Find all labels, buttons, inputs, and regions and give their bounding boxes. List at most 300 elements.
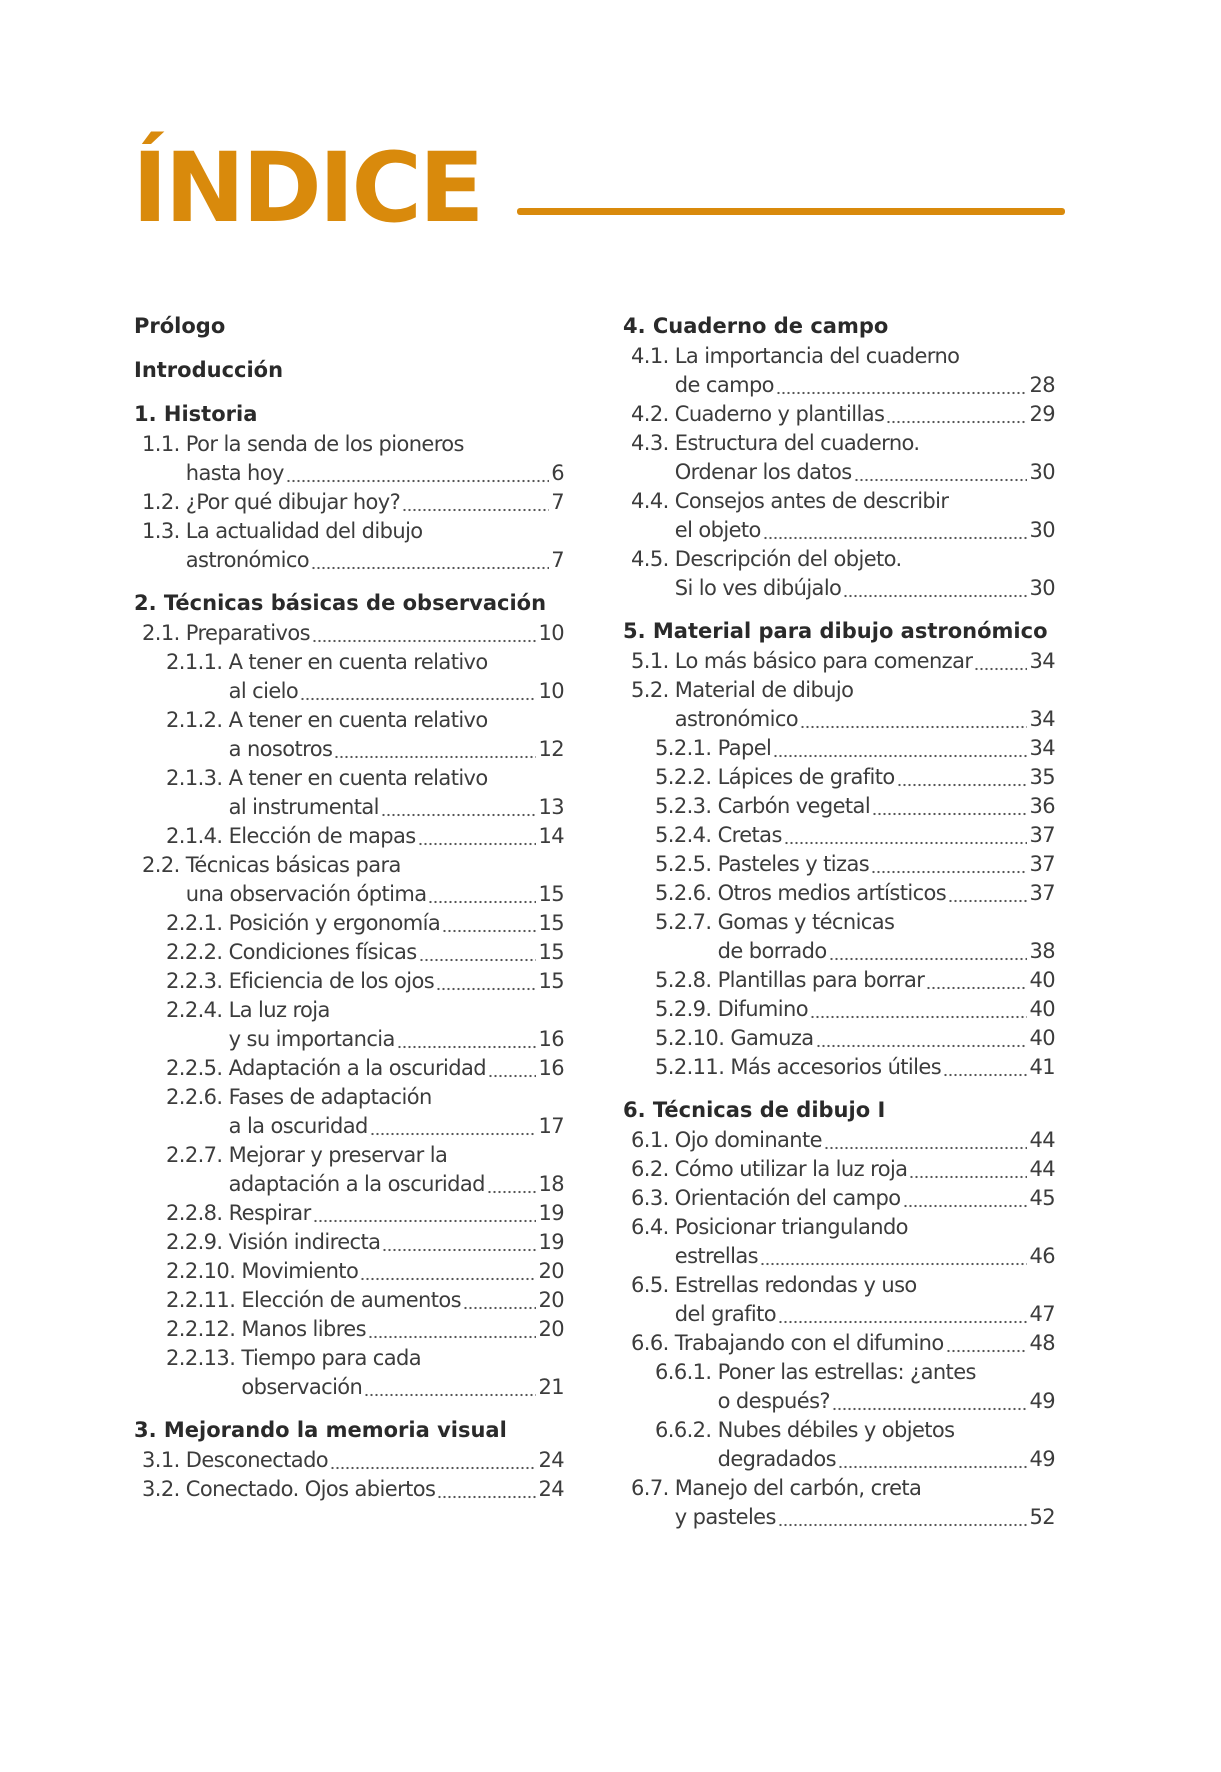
entry-title: Lápices de grafito [717, 765, 895, 789]
entry-title-continued: y su importancia [228, 1027, 395, 1051]
dot-leader [437, 1475, 536, 1504]
entry-title: Pasteles y tizas [717, 852, 870, 876]
entry-title-continued: estrellas [674, 1244, 759, 1268]
toc-entry[interactable] [623, 1416, 1055, 1474]
entry-line [142, 459, 564, 488]
dot-leader [810, 995, 1028, 1024]
dot-leader [838, 1445, 1027, 1474]
toc-section [134, 587, 564, 1402]
page-number: 30 [1029, 518, 1055, 542]
dot-leader [778, 1300, 1027, 1329]
entry-title: Desconectado [185, 1448, 329, 1472]
page-number: 34 [1029, 707, 1055, 731]
entry-line [631, 429, 1055, 458]
entry-title: Otros medios artísticos [717, 881, 947, 905]
dot-leader [946, 1329, 1028, 1358]
entry-line [142, 1446, 564, 1475]
entry-line [631, 1503, 1055, 1532]
page-number: 16 [538, 1056, 564, 1080]
entry-number: 4.2. [631, 402, 669, 426]
toc-section [134, 398, 564, 575]
entry-title: Manos libres [241, 1317, 366, 1341]
dot-leader [463, 1286, 537, 1315]
toc-entry[interactable] [134, 1475, 564, 1504]
dot-leader [800, 705, 1027, 734]
toc-entry[interactable] [134, 1054, 564, 1083]
toc-entry[interactable] [623, 1126, 1055, 1155]
dot-leader [397, 1025, 537, 1054]
section-heading[interactable]: 3. Mejorando la memoria visual [134, 1418, 507, 1442]
toc-entry[interactable] [134, 517, 564, 575]
entry-title-continued: al cielo [228, 679, 299, 703]
entry-number: 2.2.1. [166, 911, 223, 935]
entry-title-continued: o después? [717, 1389, 830, 1413]
page-number: 37 [1029, 852, 1055, 876]
dot-leader [312, 619, 537, 648]
entry-line [655, 966, 1055, 995]
dot-leader [488, 1054, 536, 1083]
dot-leader [330, 1446, 536, 1475]
entry-line [166, 1286, 564, 1315]
page-number: 7 [551, 490, 564, 514]
toc-entry[interactable] [134, 851, 564, 909]
entry-title: Lo más básico para comenzar [674, 649, 973, 673]
dot-leader [763, 516, 1028, 545]
page-number: 34 [1029, 649, 1055, 673]
entry-number: 1.2. [142, 490, 180, 514]
entry-number: 5.2.5. [655, 852, 712, 876]
page-number: 41 [1029, 1055, 1055, 1079]
entry-title: Difumino [717, 997, 808, 1021]
page-number: 36 [1029, 794, 1055, 818]
entry-number: 2.2. [142, 853, 180, 877]
page-number: 37 [1029, 823, 1055, 847]
entry-title: Estrellas redondas y uso [674, 1273, 917, 1297]
entry-title: Trabajando con el difumino [674, 1331, 944, 1355]
entry-line [142, 546, 564, 575]
entry-number: 2.2.7. [166, 1143, 223, 1167]
entry-title-continued: a la oscuridad [228, 1114, 368, 1138]
toc-entry[interactable] [134, 619, 564, 648]
entry-title: Plantillas para borrar [717, 968, 925, 992]
entry-line [631, 647, 1055, 676]
dot-leader [829, 937, 1028, 966]
page-number: 14 [538, 824, 564, 848]
toc-entry[interactable] [623, 821, 1055, 850]
toc-section [134, 1414, 564, 1504]
toc-entry[interactable] [134, 967, 564, 996]
page-number: 7 [551, 548, 564, 572]
entry-line [655, 850, 1055, 879]
toc-entry[interactable] [623, 1329, 1055, 1358]
page-number: 35 [1029, 765, 1055, 789]
dot-leader [897, 763, 1028, 792]
dot-leader [948, 879, 1027, 908]
page-number: 15 [538, 969, 564, 993]
dot-leader [871, 850, 1027, 879]
entry-title: Consejos antes de describir [674, 489, 949, 513]
entry-title: Nubes débiles y objetos [717, 1418, 955, 1442]
entry-line [631, 371, 1055, 400]
entry-number: 1.1. [142, 432, 180, 456]
entry-title-continued: degradados [717, 1447, 836, 1471]
section-heading[interactable]: 1. Historia [134, 402, 258, 426]
toc-right-column [623, 310, 1055, 1544]
entry-title: A tener en cuenta relativo [228, 766, 488, 790]
entry-line [166, 648, 564, 677]
dot-leader [824, 1126, 1028, 1155]
entry-title: La luz roja [228, 998, 330, 1022]
entry-line [166, 1083, 564, 1112]
page-title: ÍNDICE [132, 132, 482, 244]
entry-line [631, 1126, 1055, 1155]
entry-line [655, 1024, 1055, 1053]
entry-line [166, 735, 564, 764]
page-number: 19 [538, 1230, 564, 1254]
entry-title: Técnicas básicas para [185, 853, 401, 877]
dot-leader [313, 1199, 537, 1228]
entry-line [142, 488, 564, 517]
toc-entry[interactable] [623, 676, 1055, 734]
toc-entry[interactable] [623, 850, 1055, 879]
entry-title: La importancia del cuaderno [674, 344, 960, 368]
entry-line [631, 1213, 1055, 1242]
entry-number: 5.2.9. [655, 997, 712, 1021]
entry-number: 2.2.3. [166, 969, 223, 993]
entry-number: 2.2.9. [166, 1230, 223, 1254]
entry-number: 5.2.1. [655, 736, 712, 760]
entry-title: Orientación del campo [674, 1186, 901, 1210]
section-heading[interactable]: 5. Material para dibujo astronómico [623, 619, 1048, 643]
toc-entry[interactable] [623, 1213, 1055, 1271]
entry-line [166, 793, 564, 822]
toc-entry[interactable] [623, 1184, 1055, 1213]
entry-title: Poner las estrellas: ¿antes [717, 1360, 976, 1384]
entry-title: Cuaderno y plantillas [674, 402, 885, 426]
entry-line [166, 706, 564, 735]
toc-entry[interactable] [134, 706, 564, 764]
page-number: 15 [538, 940, 564, 964]
entry-line [655, 763, 1055, 792]
dot-leader [773, 734, 1027, 763]
toc-entry[interactable] [623, 995, 1055, 1024]
entry-title-continued: de borrado [717, 939, 827, 963]
entry-line [166, 1257, 564, 1286]
entry-line [142, 619, 564, 648]
entry-title-continued: astronómico [185, 548, 310, 572]
entry-line [655, 734, 1055, 763]
page-number: 10 [538, 679, 564, 703]
page-number: 24 [538, 1477, 564, 1501]
entry-line [166, 1054, 564, 1083]
toc-entry[interactable] [623, 429, 1055, 487]
entry-line [631, 1155, 1055, 1184]
entry-title: Preparativos [185, 621, 310, 645]
entry-line [631, 676, 1055, 705]
entry-line [631, 705, 1055, 734]
entry-line [166, 967, 564, 996]
entry-line [655, 1053, 1055, 1082]
entry-line [166, 1199, 564, 1228]
entry-line [655, 1416, 1055, 1445]
toc-entry[interactable] [623, 908, 1055, 966]
entry-title-continued: del grafito [674, 1302, 777, 1326]
entry-line [655, 937, 1055, 966]
toc-entry[interactable] [623, 1053, 1055, 1082]
entry-title-continued: Si lo ves dibújalo [674, 576, 842, 600]
entry-title-continued: Ordenar los datos [674, 460, 852, 484]
entry-line [655, 1387, 1055, 1416]
entry-line [166, 996, 564, 1025]
entry-number: 6.6.1. [655, 1360, 712, 1384]
section-heading[interactable]: 6. Técnicas de dibujo I [623, 1098, 886, 1122]
page-number: 28 [1029, 373, 1055, 397]
page-number: 13 [538, 795, 564, 819]
toc-entry[interactable] [623, 487, 1055, 545]
toc-section [623, 310, 1055, 603]
entry-line [166, 764, 564, 793]
entry-number: 5.2.10. [655, 1026, 725, 1050]
entry-line [166, 1315, 564, 1344]
entry-title: Mejorar y preservar la [228, 1143, 448, 1167]
toc-entry[interactable] [623, 763, 1055, 792]
entry-number: 5.2.11. [655, 1055, 725, 1079]
page-number: 38 [1029, 939, 1055, 963]
entry-title-continued: el objeto [674, 518, 761, 542]
toc-entry[interactable] [134, 430, 564, 488]
page-number: 48 [1029, 1331, 1055, 1355]
toc-entry[interactable] [623, 342, 1055, 400]
entry-line [631, 1474, 1055, 1503]
entry-title-continued: observación [241, 1375, 363, 1399]
entry-number: 1.3. [142, 519, 180, 543]
page-number: 15 [538, 882, 564, 906]
page-number: 30 [1029, 576, 1055, 600]
entry-line [631, 1329, 1055, 1358]
entry-line [631, 458, 1055, 487]
dot-leader [760, 1242, 1027, 1271]
entry-line [142, 1475, 564, 1504]
dot-leader [442, 909, 536, 938]
entry-line [142, 430, 564, 459]
page-number: 52 [1029, 1505, 1055, 1529]
toc-entry[interactable] [134, 1228, 564, 1257]
entry-line [655, 821, 1055, 850]
entry-number: 2.1. [142, 621, 180, 645]
toc-entry[interactable] [134, 488, 564, 517]
dot-leader [926, 966, 1027, 995]
toc-entry[interactable] [134, 1083, 564, 1141]
toc-front-item[interactable]: Introducción [134, 358, 284, 382]
entry-number: 4.4. [631, 489, 669, 513]
entry-number: 2.1.3. [166, 766, 223, 790]
dot-leader [854, 458, 1028, 487]
toc-entry[interactable] [134, 909, 564, 938]
entry-number: 3.1. [142, 1448, 180, 1472]
entry-number: 3.2. [142, 1477, 180, 1501]
entry-number: 2.2.10. [166, 1259, 236, 1283]
entry-number: 5.2.2. [655, 765, 712, 789]
entry-number: 2.2.6. [166, 1085, 223, 1109]
entry-title: Ojo dominante [674, 1128, 822, 1152]
page-number: 44 [1029, 1128, 1055, 1152]
dot-leader [334, 735, 536, 764]
page-number: 10 [538, 621, 564, 645]
dot-leader [903, 1184, 1028, 1213]
dot-leader [487, 1170, 537, 1199]
entry-title: Eficiencia de los ojos [228, 969, 435, 993]
entry-title: Visión indirecta [228, 1230, 381, 1254]
entry-number: 4.1. [631, 344, 669, 368]
toc-left-column [134, 310, 564, 1516]
page-number: 37 [1029, 881, 1055, 905]
entry-number: 2.1.4. [166, 824, 223, 848]
entry-number: 2.2.4. [166, 998, 223, 1022]
entry-number: 6.5. [631, 1273, 669, 1297]
dot-leader [364, 1373, 536, 1402]
toc-entry[interactable] [134, 1286, 564, 1315]
entry-number: 6.1. [631, 1128, 669, 1152]
entry-line [631, 1300, 1055, 1329]
toc-entry[interactable] [134, 996, 564, 1054]
entry-number: 6.4. [631, 1215, 669, 1239]
entry-line [166, 1025, 564, 1054]
entry-title: Estructura del cuaderno. [674, 431, 920, 455]
toc-entry[interactable] [623, 1155, 1055, 1184]
entry-title: Movimiento [241, 1259, 359, 1283]
dot-leader [778, 1503, 1028, 1532]
toc-section [623, 1094, 1055, 1532]
entry-title: Carbón vegetal [717, 794, 871, 818]
dot-leader [418, 822, 537, 851]
toc-entry[interactable] [623, 734, 1055, 763]
page-number: 24 [538, 1448, 564, 1472]
entry-line [166, 1141, 564, 1170]
toc-entry[interactable] [134, 1446, 564, 1475]
entry-number: 5.2.4. [655, 823, 712, 847]
toc-entry[interactable] [623, 1474, 1055, 1532]
page-number: 20 [538, 1288, 564, 1312]
entry-line [166, 1170, 564, 1199]
toc-entry[interactable] [134, 938, 564, 967]
entry-title-continued: de campo [674, 373, 774, 397]
toc-entry[interactable] [623, 879, 1055, 908]
toc-entry[interactable] [134, 764, 564, 822]
toc-entry[interactable] [134, 1199, 564, 1228]
dot-leader [843, 574, 1027, 603]
dot-leader [360, 1257, 536, 1286]
entry-number: 2.2.13. [166, 1346, 236, 1370]
entry-line [142, 880, 564, 909]
entry-line [166, 1112, 564, 1141]
entry-title-continued: hasta hoy [185, 461, 284, 485]
page-number: 21 [538, 1375, 564, 1399]
entry-line [655, 995, 1055, 1024]
dot-leader [816, 1024, 1028, 1053]
entry-line [631, 400, 1055, 429]
entry-title: Posicionar triangulando [674, 1215, 908, 1239]
toc-entry[interactable] [623, 1358, 1055, 1416]
toc-entry[interactable] [134, 1344, 564, 1402]
toc-entry[interactable] [623, 545, 1055, 603]
toc-entry[interactable] [623, 647, 1055, 676]
page-number: 15 [538, 911, 564, 935]
entry-line [166, 1373, 564, 1402]
entry-title: Respirar [228, 1201, 311, 1225]
entry-line [655, 792, 1055, 821]
page-number: 49 [1029, 1389, 1055, 1413]
entry-title-continued: una observación óptima [185, 882, 427, 906]
entry-title: Más accesorios útiles [730, 1055, 942, 1079]
entry-line [655, 1445, 1055, 1474]
entry-number: 2.1.2. [166, 708, 223, 732]
dot-leader [436, 967, 536, 996]
entry-line [166, 1228, 564, 1257]
entry-line [166, 1344, 564, 1373]
page-number: 17 [538, 1114, 564, 1138]
toc-entry[interactable] [134, 1315, 564, 1344]
page-number: 20 [538, 1317, 564, 1341]
entry-number: 6.2. [631, 1157, 669, 1181]
page-number: 29 [1029, 402, 1055, 426]
toc-entry[interactable] [623, 792, 1055, 821]
entry-title: Tiempo para cada [241, 1346, 421, 1370]
entry-line [631, 1184, 1055, 1213]
page-number: 12 [538, 737, 564, 761]
toc-entry[interactable] [134, 1257, 564, 1286]
entry-line [142, 851, 564, 880]
dot-leader [943, 1053, 1027, 1082]
dot-leader [286, 459, 549, 488]
entry-title: Papel [717, 736, 772, 760]
toc-entry[interactable] [134, 1141, 564, 1199]
toc-entry[interactable] [134, 822, 564, 851]
dot-leader [300, 677, 536, 706]
entry-line [631, 545, 1055, 574]
page-number: 40 [1029, 968, 1055, 992]
dot-leader [872, 792, 1027, 821]
entry-line [655, 879, 1055, 908]
entry-title-continued: y pasteles [674, 1505, 776, 1529]
dot-leader [974, 647, 1027, 676]
entry-line [631, 342, 1055, 371]
toc-entry[interactable] [623, 966, 1055, 995]
toc-front-item[interactable]: Prólogo [134, 314, 226, 338]
entry-line [166, 909, 564, 938]
entry-number: 2.2.11. [166, 1288, 236, 1312]
toc-entry[interactable] [623, 1024, 1055, 1053]
toc-entry[interactable] [623, 400, 1055, 429]
entry-title: Gamuza [730, 1026, 814, 1050]
section-heading[interactable]: 4. Cuaderno de campo [623, 314, 889, 338]
entry-title: Adaptación a la oscuridad [228, 1056, 486, 1080]
page-number: 45 [1029, 1186, 1055, 1210]
dot-leader [428, 880, 536, 909]
toc-entry[interactable] [134, 648, 564, 706]
entry-line [631, 487, 1055, 516]
entry-number: 5.2.6. [655, 881, 712, 905]
section-heading[interactable]: 2. Técnicas básicas de observación [134, 591, 547, 615]
entry-title: Conectado. Ojos abiertos [185, 1477, 436, 1501]
page-number: 16 [538, 1027, 564, 1051]
entry-number: 6.6. [631, 1331, 669, 1355]
entry-title: Fases de adaptación [228, 1085, 432, 1109]
page-number: 6 [551, 461, 564, 485]
page-number: 49 [1029, 1447, 1055, 1471]
entry-title-continued: al instrumental [228, 795, 379, 819]
toc-entry[interactable] [623, 1271, 1055, 1329]
entry-title: Posición y ergonomía [228, 911, 441, 935]
